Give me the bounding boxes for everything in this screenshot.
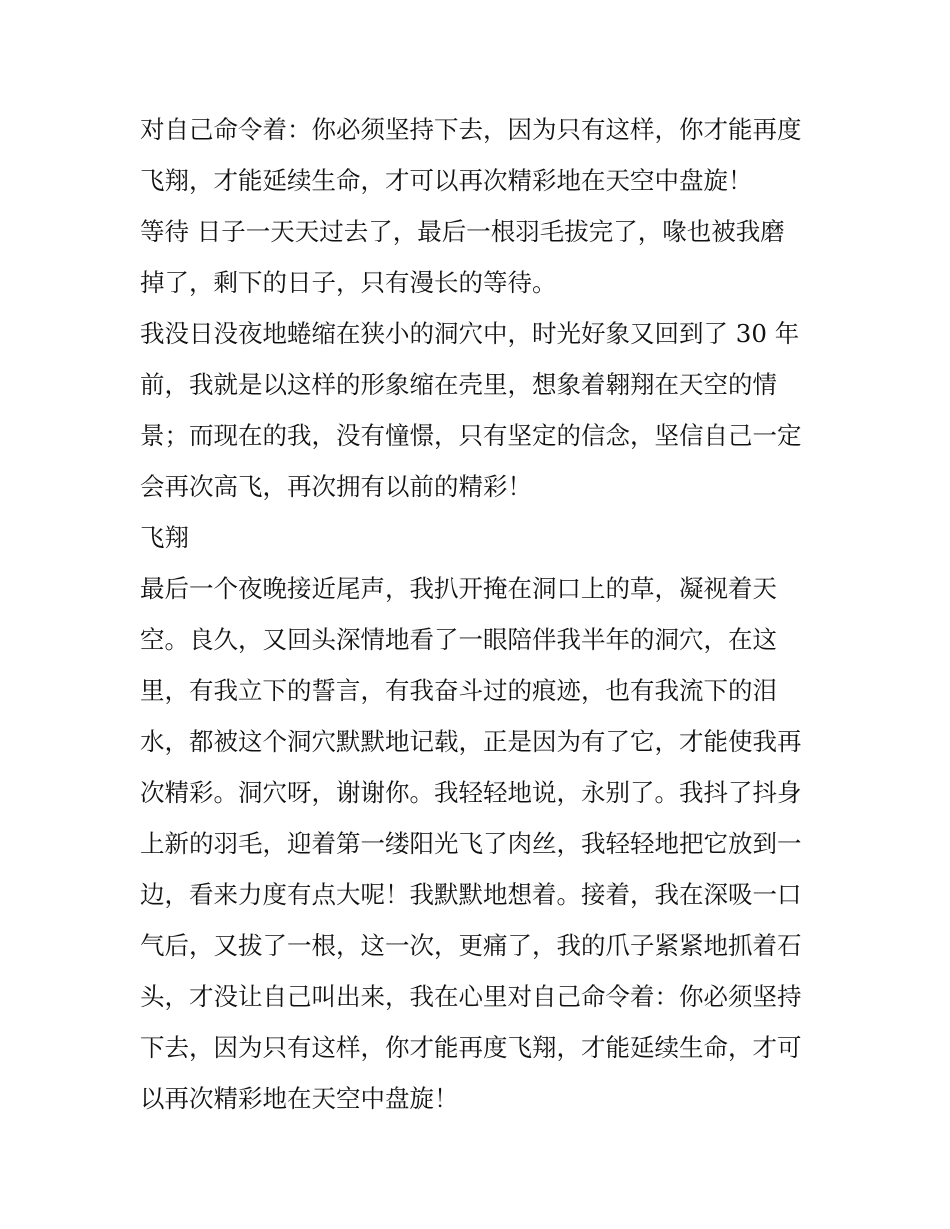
text-line: 下去，因为只有这样，你才能再度飞翔，才能延续生命，才可 [140,1033,802,1062]
text-line: 气后，又拔了一根，这一次，更痛了，我的爪子紧紧地抓着石 [140,931,802,960]
text-line: 掉了，剩下的日子，只有漫长的等待。 [140,268,557,297]
text-line: 上新的羽毛，迎着第一缕阳光飞了肉丝，我轻轻地把它放到一 [140,829,802,858]
text-line: 景；而现在的我，没有憧憬，只有坚定的信念，坚信自己一定 [140,421,802,450]
text-line: 头，才没让自己叫出来，我在心里对自己命令着：你必须坚持 [140,982,802,1011]
text-line: 边，看来力度有点大呢！我默默地想着。接着，我在深吸一口 [140,880,802,909]
document-body [140,104,820,1124]
text-line: 以再次精彩地在天空中盘旋！ [140,1084,459,1113]
text-line: 最后一个夜晚接近尾声，我扒开掩在洞口上的草，凝视着天 [140,574,777,603]
section-heading: 飞翔 [140,523,189,552]
text-line: 次精彩。洞穴呀，谢谢你。我轻轻地说，永别了。我抖了抖身 [140,778,802,807]
text-line: 等待 日子一天天过去了，最后一根羽毛拔完了，喙也被我磨 [140,217,785,246]
text-line: 对自己命令着：你必须坚持下去，因为只有这样，你才能再度 [140,115,802,144]
text-line: 水，都被这个洞穴默默地记载，正是因为有了它，才能使我再 [140,727,802,756]
text-line: 飞翔，才能延续生命，才可以再次精彩地在天空中盘旋！ [140,166,753,195]
text-line: 里，有我立下的誓言，有我奋斗过的痕迹，也有我流下的泪 [140,676,777,705]
text-line: 空。良久，又回头深情地看了一眼陪伴我半年的洞穴，在这 [140,625,777,654]
text-line: 会再次高飞，再次拥有以前的精彩！ [140,472,532,501]
text-line: 前，我就是以这样的形象缩在壳里，想象着翱翔在天空的情 [140,370,777,399]
text-line: 我没日没夜地蜷缩在狭小的洞穴中，时光好象又回到了 30 年 [140,319,800,348]
